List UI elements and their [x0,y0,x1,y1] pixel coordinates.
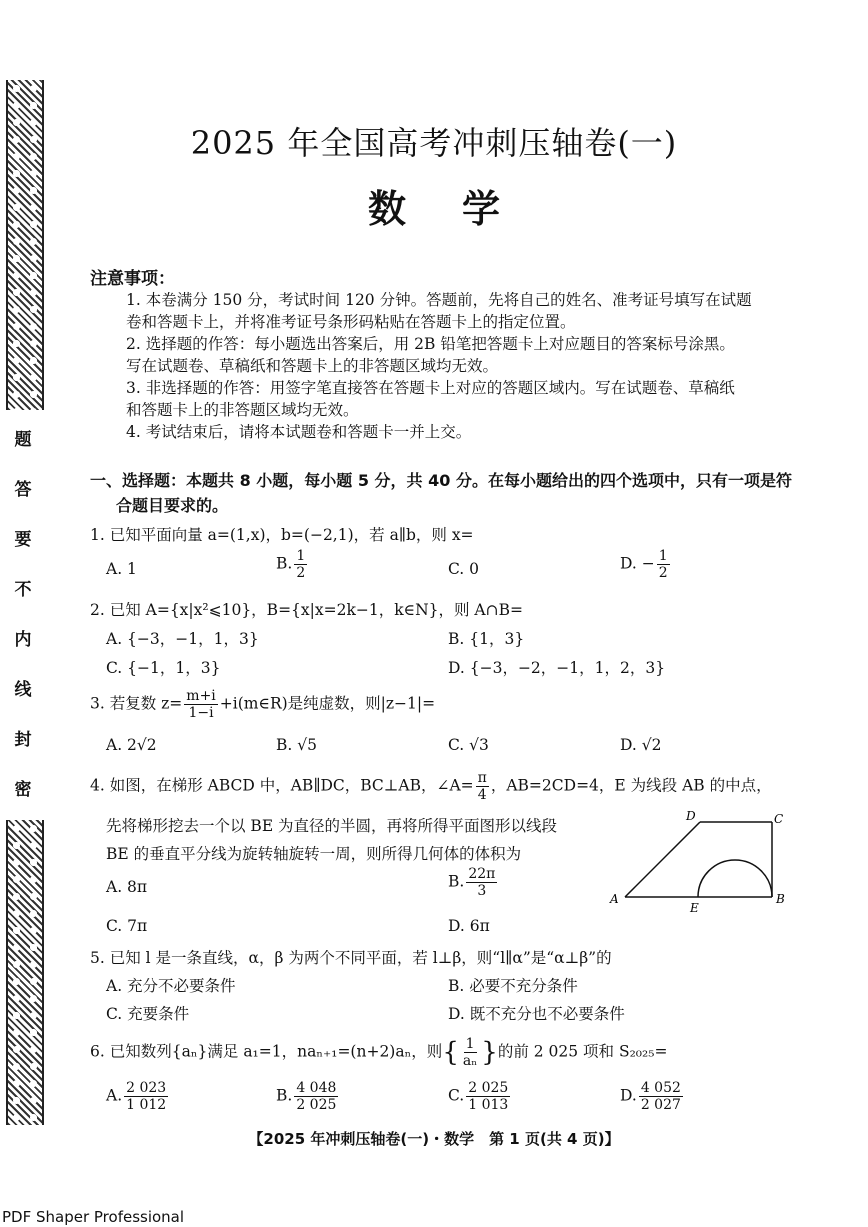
page-footer: 【2025 年冲刺压轴卷(一)・数学 第 1 页(共 4 页)】 [248,1130,620,1148]
binding-word: 要 [14,530,32,550]
q3-option-d: D. √2 [620,736,662,754]
segment-da [625,822,700,897]
binding-word: 答 [14,480,32,500]
label-d: D [686,809,696,823]
q2-option-a: A. {−3，−1，1，3} [106,630,259,648]
question-4-stem: 4. 如图，在梯形 ABCD 中，AB∥DC，BC⊥AB，∠A= $\frac{\pi}{4}$ ，AB=2CD=4，E 为线段 AB 的中点， [90,770,772,803]
notice-line: 和答题卡上的非答题区域均无效。 [126,401,359,419]
q2-option-d: D. {−3，−2，−1，1，2，3} [448,659,666,677]
q1-option-c: C. 0 [448,560,480,578]
q1-option-b: B. $\frac{1}{2}$ [276,548,306,581]
notice-line: 3. 非选择题的作答：用签字笔直接答在答题卡上对应的答题区域内。写在试题卷、草稿纸 [126,379,735,397]
q4-option-b: B. $\frac{22\pi}{3}$ [448,866,496,899]
section-heading-cont: 合题目要求的。 [116,496,229,515]
notice-line: 2. 选择题的作答：每小题选出答案后，用 2B 铅笔把答题卡上对应题目的答案标号涂黑。 [126,335,735,353]
notice-heading: 注意事项： [90,269,175,289]
q6-option-b: B. $\frac{4 048}{2 025}$ [276,1080,337,1113]
section-heading: 一、选择题：本题共 8 小题，每小题 5 分，共 40 分。在每小题给出的四个选项中，只有一项是符 [90,471,792,490]
q6-option-a: A. $\frac{2 023}{1 012}$ [106,1080,167,1113]
question-6-stem: 6. 已知数列{aₙ}满足 a₁=1，naₙ₊₁=(n+2)aₙ，则{ $\frac{1}{\text{aₙ}}$ }的前 2 025 项和 S₂₀₂₅= [90,1036,668,1069]
q2-option-c: C. {−1，1，3} [106,659,221,677]
binding-word: 线 [14,680,32,700]
subject-title: 数学 [367,187,556,231]
notice-line: 写在试题卷、草稿纸和答题卡上的非答题区域均无效。 [126,357,499,375]
label-a: A [610,892,619,906]
question-3-stem: 3. 若复数 z= $\frac{m+i}{1-i}$ +i(m∈R)是纯虚数，则|z−1|= [90,688,436,721]
q2-option-b: B. {1，3} [448,630,525,648]
q3-option-c: C. √3 [448,736,489,754]
q4-option-d: D. 6π [448,917,490,935]
q5-option-c: C. 充要条件 [106,1005,190,1023]
label-e: E [690,901,699,915]
binding-word: 不 [14,580,32,600]
question-2-stem: 2. 已知 A={x|x²⩽10}，B={x|x=2k−1，k∈N}，则 A∩B= [90,601,523,619]
question-5-stem: 5. 已知 l 是一条直线，α，β 为两个不同平面，若 l⊥β，则“l∥α”是“α⊥β”的 [90,949,612,967]
notice-line: 卷和答题卡上，并将准考证号条形码粘贴在答题卡上的指定位置。 [126,313,576,331]
q1-option-d: D. − $\frac{1}{2}$ [620,548,668,581]
q5-option-a: A. 充分不必要条件 [106,977,236,995]
binding-word: 内 [14,630,32,650]
semicircle [698,860,772,897]
label-b: B [776,892,785,906]
q4-option-c: C. 7π [106,917,148,935]
trapezoid-figure [600,805,800,915]
page-title: 2025 年全国高考冲刺压轴卷(一) [190,124,678,162]
binding-word: 密 [14,780,32,800]
question-4-line2: 先将梯形挖去一个以 BE 为直径的半圆，再将所得平面图形以线段 [106,817,558,835]
q5-option-d: D. 既不充分也不必要条件 [448,1005,625,1023]
q1-option-a: A. 1 [106,560,137,578]
binding-word: 封 [14,730,32,750]
q3-option-a: A. 2√2 [106,736,157,754]
q6-option-c: C. $\frac{2 025}{1 013}$ [448,1080,509,1113]
notice-line: 1. 本卷满分 150 分，考试时间 120 分钟。答题前，先将自己的姓名、准考证号填写在试题 [126,291,752,309]
notice-line: 4. 考试结束后，请将本试题卷和答题卡一并上交。 [126,423,472,441]
binding-strip [6,80,40,1130]
question-1-stem: 1. 已知平面向量 a=(1,x)，b=(−2,1)，若 a∥b，则 x= [90,526,474,544]
q5-option-b: B. 必要不充分条件 [448,977,578,995]
q6-option-d: D. $\frac{4 052}{2 027}$ [620,1080,681,1113]
binding-pattern-bottom [6,820,44,1125]
q4-option-a: A. 8π [106,878,148,896]
question-4-line3: BE 的垂直平分线为旋转轴旋转一周，则所得几何体的体积为 [106,845,522,863]
binding-word: 题 [14,430,32,450]
watermark: PDF Shaper Professional [2,1208,185,1226]
q3-option-b: B. √5 [276,736,317,754]
label-c: C [774,812,784,826]
